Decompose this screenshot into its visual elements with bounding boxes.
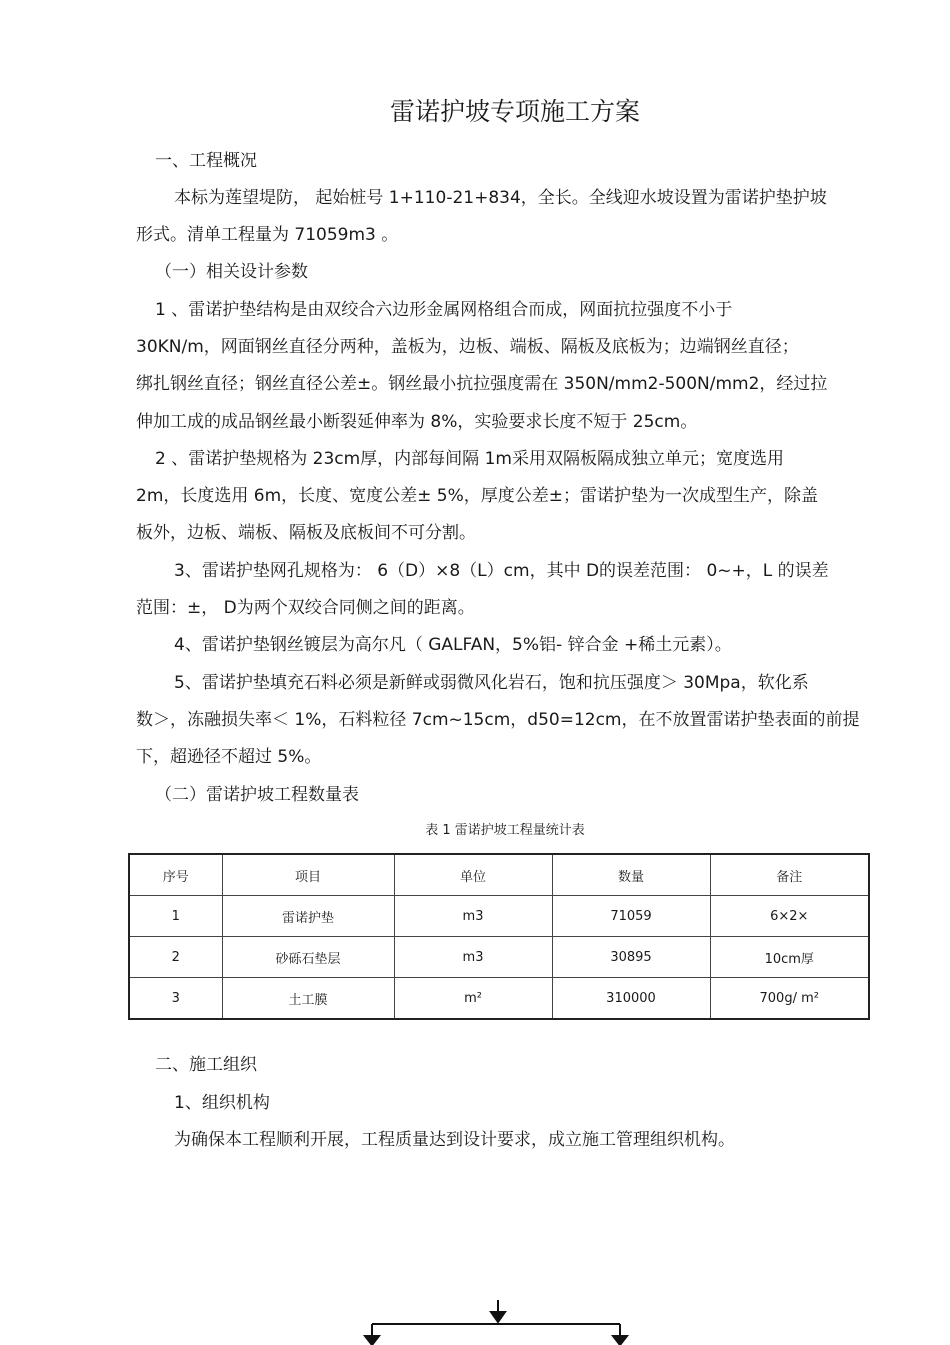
arrow-down-icon: [613, 1336, 627, 1345]
table-cell: 10cm厚: [710, 937, 869, 978]
table-cell: 71059: [552, 896, 710, 937]
section2-paragraph: 为确保本工程顺利开展，工程质量达到设计要求，成立施工管理组织机构。: [174, 1130, 735, 1150]
table-cell: m3: [394, 937, 552, 978]
param4-line-1: 4、雷诺护垫钢丝镀层为高尔凡（ GALFAN，5%铝- 锌合金 +稀土元素）。: [174, 635, 732, 655]
table-row: [129, 937, 869, 978]
param1-line-2: 30KN/m，网面钢丝直径分两种，盖板为，边板、端板、隔板及底板为；边端钢丝直径；: [136, 337, 799, 357]
header-cell-quantity: 数量: [552, 854, 710, 896]
param3-line-1: 3、雷诺护垫网孔规格为： 6（D）×8（L）cm，其中 D的误差范围： 0~+，L 的误差: [174, 561, 829, 581]
param5-line-2: 数＞，冻融损失率＜ 1%，石料粒径 7cm~15cm，d50=12cm，在不放置雷诺护垫表面的前提: [136, 710, 860, 730]
table-cell: 砂砾石垫层: [222, 937, 394, 978]
header-cell-unit: 单位: [394, 854, 552, 896]
table-header-row: [129, 854, 869, 896]
document-title: 雷诺护坡专项施工方案: [389, 97, 640, 126]
table-cell: m²: [394, 978, 552, 1020]
param2-line-3: 板外，边板、端板、隔板及底板间不可分割。: [136, 523, 476, 543]
table-row: [129, 896, 869, 937]
table-cell: 700g/ m²: [710, 978, 869, 1020]
param5-line-3: 下，超逊径不超过 5%。: [136, 747, 322, 767]
param1-line-4: 伸加工成的成品钢丝最小断裂延伸率为 8%，实验要求长度不短于 25cm。: [136, 412, 698, 432]
header-cell-item: 项目: [222, 854, 394, 896]
intro-line-1: 本标为莲望堤防， 起始桩号 1+110-21+834，全长。全线迎水坡设置为雷诺护垫护坡: [174, 188, 827, 208]
param1-line-3: 绑扎钢丝直径；钢丝直径公差±。钢丝最小抗拉强度需在 350N/mm2-500N/mm2，经过拉: [136, 374, 828, 394]
table-cell: 雷诺护垫: [222, 896, 394, 937]
param3-line-2: 范围：±， D为两个双绞合同侧之间的距离。: [136, 598, 475, 618]
table-cell: 1: [129, 896, 222, 937]
table-cell: m3: [394, 896, 552, 937]
table-cell: 土工膜: [222, 978, 394, 1020]
sub2-heading: （二）雷诺护坡工程数量表: [155, 785, 359, 805]
table-cell: 3: [129, 978, 222, 1020]
section2-heading: 二、施工组织: [155, 1055, 257, 1075]
sub1-heading: （一）相关设计参数: [155, 262, 308, 282]
section2-sub1-heading: 1、组织机构: [174, 1093, 270, 1113]
org-chart-connectors: [360, 1300, 640, 1345]
header-cell-remark: 备注: [710, 854, 869, 896]
param2-line-2: 2m，长度选用 6m，长度、宽度公差± 5%，厚度公差±；雷诺护垫为一次成型生产，除盖: [136, 486, 819, 506]
table-row: [129, 978, 869, 1020]
arrow-down-icon: [365, 1336, 379, 1345]
table-caption: 表 1 雷诺护坡工程量统计表: [425, 823, 585, 838]
param1-line-1: 1 、雷诺护垫结构是由双绞合六边形金属网格组合而成，网面抗拉强度不小于: [155, 300, 733, 320]
table-cell: 2: [129, 937, 222, 978]
table-cell: 310000: [552, 978, 710, 1020]
table-cell: 6×2×: [710, 896, 869, 937]
header-cell-index: 序号: [129, 854, 222, 896]
intro-line-2: 形式。清单工程量为 71059m3 。: [136, 225, 399, 245]
param5-line-1: 5、雷诺护垫填充石料必须是新鲜或弱微风化岩石，饱和抗压强度＞ 30Mpa，软化系: [174, 673, 809, 693]
param2-line-1: 2 、雷诺护垫规格为 23cm厚，内部每间隔 1m采用双隔板隔成独立单元；宽度选用: [155, 449, 784, 469]
section1-heading: 一、工程概况: [155, 151, 257, 171]
quantity-table: [128, 853, 870, 1020]
table-cell: 30895: [552, 937, 710, 978]
arrow-down-icon: [491, 1312, 505, 1322]
